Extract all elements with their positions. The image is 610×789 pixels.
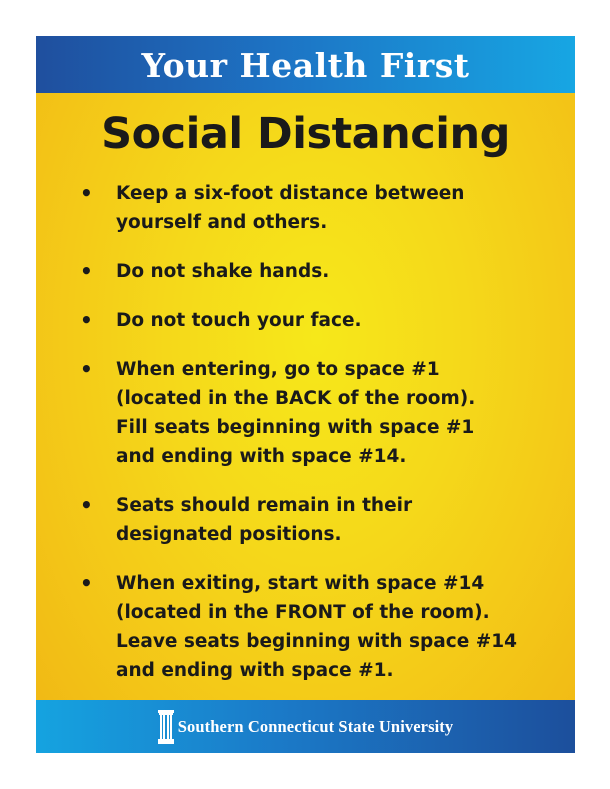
text-line: When entering, go to space #1: [116, 359, 440, 380]
footer-band: [36, 700, 575, 753]
band-title: Your Health First: [141, 46, 470, 85]
list-item: [80, 179, 550, 237]
bullet-icon: •: [80, 357, 93, 381]
list-item: [80, 355, 550, 471]
text-line: Do not touch your face.: [116, 310, 362, 331]
list-item: [80, 306, 550, 335]
poster: [36, 36, 575, 753]
text-line: yourself and others.: [116, 212, 328, 233]
footer-brand: [158, 710, 453, 744]
text-line: Do not shake hands.: [116, 261, 330, 282]
text-line: (located in the BACK of the room).: [116, 388, 476, 409]
list-item: [80, 569, 550, 685]
list-item-text: [116, 491, 550, 549]
text-line: Fill seats beginning with space #1: [116, 417, 475, 438]
institution-name: Southern Connecticut State University: [177, 716, 454, 736]
list-item-text: [116, 179, 550, 237]
list-item-text: [116, 569, 550, 685]
list-item: [80, 257, 550, 286]
bullet-icon: •: [80, 493, 93, 517]
text-line: Leave seats beginning with space #14: [116, 631, 517, 652]
text-line: and ending with space #14.: [116, 446, 407, 467]
bullet-icon: •: [80, 259, 93, 283]
text-line: Keep a six-foot distance between: [116, 183, 465, 204]
scsu-pillar-logo-icon: [158, 710, 174, 744]
list-item-text: [116, 257, 550, 286]
list-item: [80, 491, 550, 549]
text-line: designated positions.: [116, 524, 342, 545]
list-item-text: [116, 306, 550, 335]
text-line: Seats should remain in their: [116, 495, 413, 516]
bullet-icon: •: [80, 571, 93, 595]
list-item-text: [116, 355, 550, 471]
header-band: [36, 36, 575, 93]
bullet-icon: •: [80, 181, 93, 205]
page-title: Social Distancing: [101, 109, 510, 159]
text-line: (located in the FRONT of the room).: [116, 602, 490, 623]
guidelines-list: [80, 179, 550, 705]
text-line: and ending with space #1.: [116, 660, 394, 681]
bullet-icon: •: [80, 308, 93, 332]
text-line: When exiting, start with space #14: [116, 573, 485, 594]
